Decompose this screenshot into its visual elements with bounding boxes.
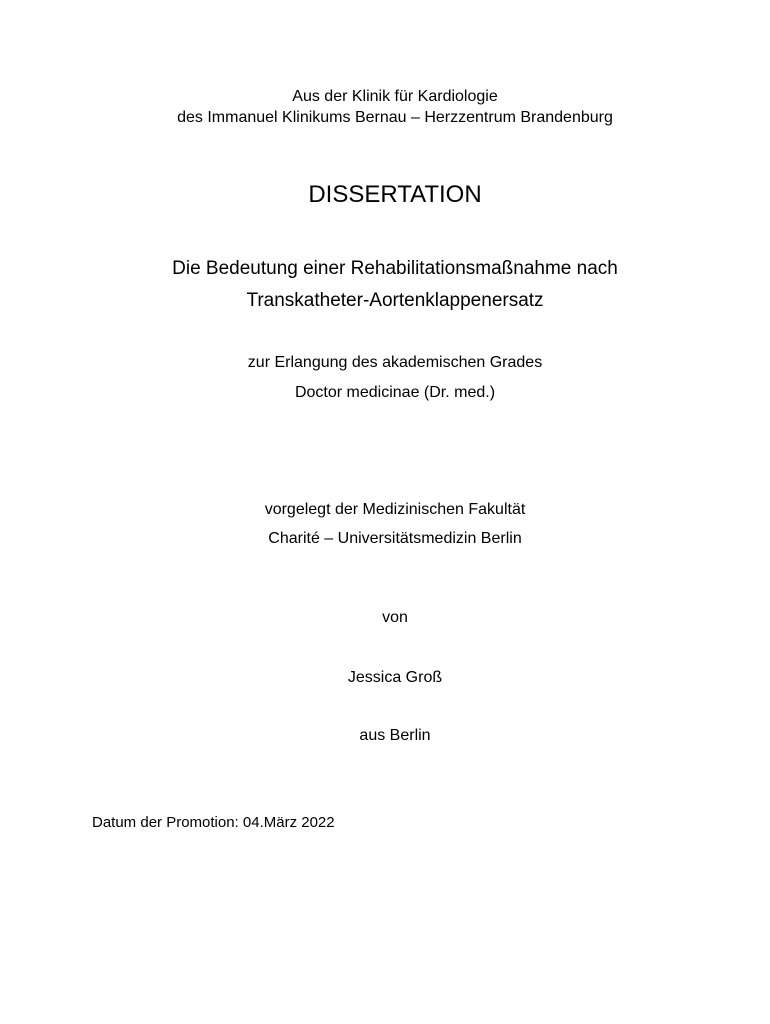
author-name: Jessica Groß <box>347 669 443 686</box>
document-type: DISSERTATION <box>308 181 482 208</box>
faculty-line-1: vorgelegt der Medizinischen Fakultät <box>264 501 526 518</box>
degree-line-2: Doctor medicinae (Dr. med.) <box>294 384 496 401</box>
clinic-line: Aus der Klinik für Kardiologie <box>292 88 498 105</box>
title-line-1: Die Bedeutung einer Rehabilitationsmaßnahme nach <box>172 258 618 279</box>
author-by: von <box>382 609 408 626</box>
hospital-line: des Immanuel Klinikums Bernau – Herzzentrum Brandenburg <box>177 109 613 126</box>
title-line-2: Transkatheter-Aortenklappenersatz <box>246 290 544 311</box>
promotion-date: Datum der Promotion: 04.März 2022 <box>92 814 335 831</box>
faculty-line-2: Charité – Universitätsmedizin Berlin <box>268 530 522 547</box>
degree-line-1: zur Erlangung des akademischen Grades <box>247 354 543 371</box>
author-origin: aus Berlin <box>359 727 431 744</box>
